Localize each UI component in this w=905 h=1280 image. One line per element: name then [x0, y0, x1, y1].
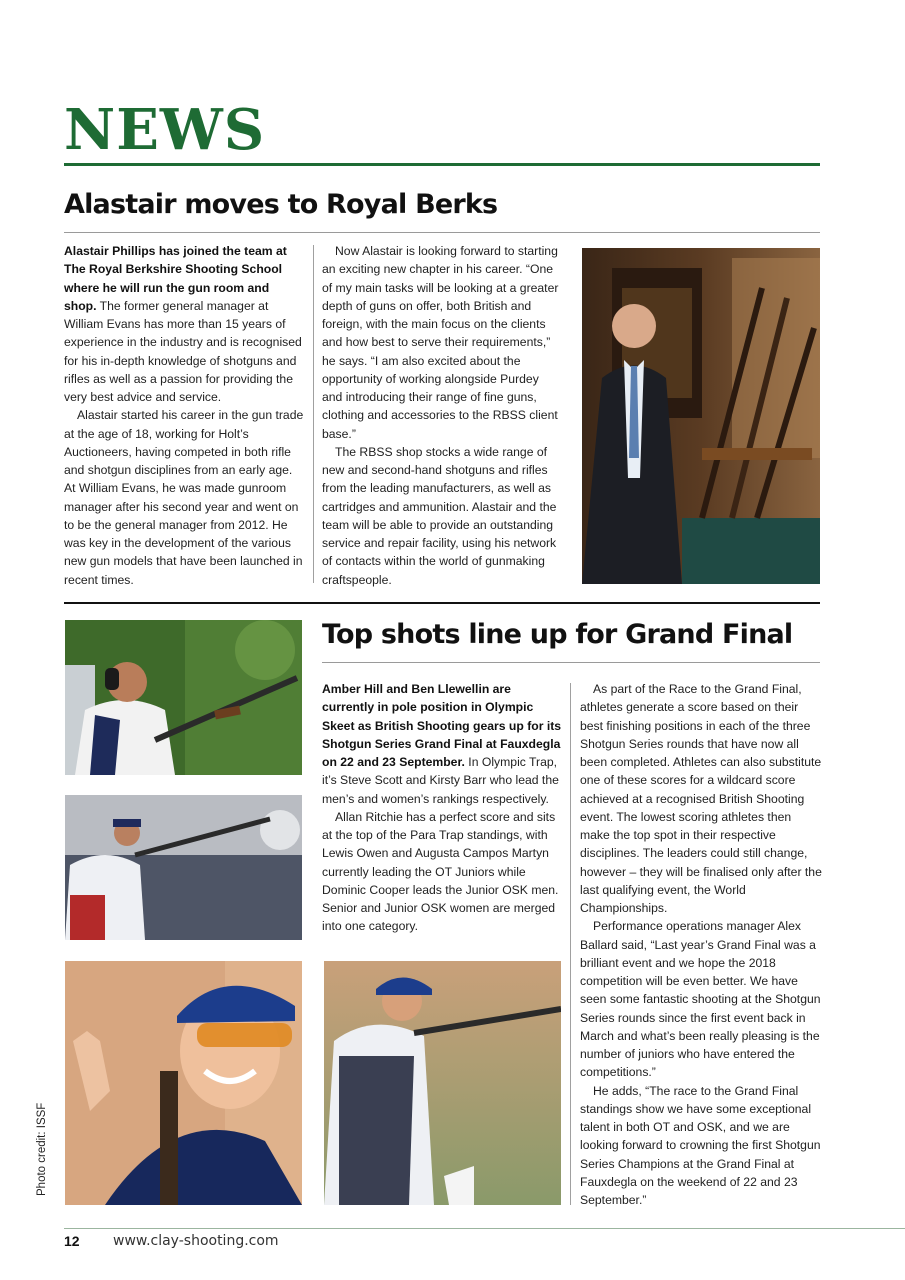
article2-col1-para1-text: In Olympic Trap, it’s Steve Scott and Kirsty Barr who lead the men’s and women’s rankings respectively. — [322, 755, 559, 806]
article1-col1-para1-text: The former general manager at William Evans has more than 15 years of experience in the industry and is recognised for his in-depth knowledge of shotguns and rifles as well as a passion for providing the very best advice and service. — [64, 298, 302, 404]
article1-column-1 — [64, 242, 304, 589]
article1-standfirst: Alastair Phillips has joined the team at The Royal Berkshire Shooting School where he will run the gun room and shop. — [64, 244, 287, 313]
footer-rule — [64, 1228, 905, 1229]
article1-column-2 — [322, 242, 562, 589]
article2-col2-para2: Performance operations manager Alex Ballard said, “Last year’s Grand Final was a brilliant event and we hope the 2018 competition will be even better. We have seen some fantastic shooting at the Shotgun Series rounds since the first event back in March and what’s been really pleasing is the number of juniors who have entered the competitions.” — [580, 919, 821, 1080]
page-number: 12 — [64, 1233, 80, 1249]
section-divider — [64, 602, 820, 604]
article2-col2-para3: He adds, “The race to the Grand Final standings show we have some exceptional talent in both OT and OSK, and we are looking forward to crowning the first Shotgun Series Champions at the Grand Final at Fauxdegla on the weekend of 22 and 23 September.” — [580, 1083, 821, 1207]
junior-shooter-photo — [324, 961, 561, 1205]
article1-col1-para2: Alastair started his career in the gun trade at the age of 18, working for Holt’s Auctioneers, having competed in both rifle and shotgun disciplines from an early age. At William Evans, he was made gunroom manager after his second year and went on to be the general manager from 2012. He was key in the development of the various new gun models that have been launched in recent times. — [64, 408, 304, 587]
article1-col2-para2: The RBSS shop stocks a wide range of new and second-hand shotguns and rifles from the leading manufacturers, as well as cartridges and ammunition. Alastair and the team will be able to provide an outstanding service and repair facility, using his network of contacts within the world of gunmaking craftspeople. — [322, 444, 557, 587]
article2-title: Top shots line up for Grand Final — [322, 619, 793, 650]
alastair-portrait-photo — [582, 248, 820, 584]
smiling-shooter-photo — [65, 961, 302, 1205]
article2-column-1 — [322, 680, 564, 936]
masthead-rule — [64, 163, 820, 166]
article2-column-2 — [580, 680, 822, 1209]
article2-col1-para2: Allan Ritchie has a perfect score and sits at the top of the Para Trap standings, with Lewis Owen and Augusta Campos Martyn currently leading the OT Juniors while Dominic Cooper leads the Junior OSK men. Senior and Junior OSK women are merged into one category. — [322, 809, 559, 934]
column-divider — [313, 245, 314, 583]
column-divider — [570, 683, 571, 1205]
section-heading: NEWS — [64, 97, 266, 163]
photo-credit: Photo credit: ISSF — [36, 1102, 48, 1196]
article1-title: Alastair moves to Royal Berks — [64, 189, 498, 220]
article2-title-rule — [322, 662, 820, 663]
article2-col1-para1 — [322, 680, 564, 808]
article1-col1-para1 — [64, 242, 304, 406]
article2-col2-para1: As part of the Race to the Grand Final, athletes generate a score based on their best finishing positions in each of the three Shotgun Series rounds that have now all been completed. Athletes can also substitute one of these scores for a wildcard score achieved at a recognised British Shooting event. The lowest scoring athletes then make the top spot in their respective disciplines. The leaders could still change, however – they will be finalised only after the last qualifying event, the World Championships. — [580, 682, 822, 915]
shooter-photo-skeet — [65, 620, 302, 775]
shooter-photo-trap — [65, 795, 302, 940]
website-url: www.clay-shooting.com — [113, 1233, 279, 1249]
article1-title-rule — [64, 232, 820, 233]
article1-col2-para1: Now Alastair is looking forward to starting an exciting new chapter in his career. “One of my main tasks will be looking at a greater depth of guns on offer, both British and foreign, with the main focus on the clients and how best to serve their requirements,” he says. “I am also excited about the opportunity of working alongside Purdey and introducing their range of fine guns, clothing and accessories to the RBSS client base.” — [322, 244, 559, 441]
article2-standfirst: Amber Hill and Ben Llewellin are currently in pole position in Olympic Skeet as British Shooting gears up for its Shotgun Series Grand Final at Fauxdegla on 22 and 23 September. — [322, 682, 562, 769]
